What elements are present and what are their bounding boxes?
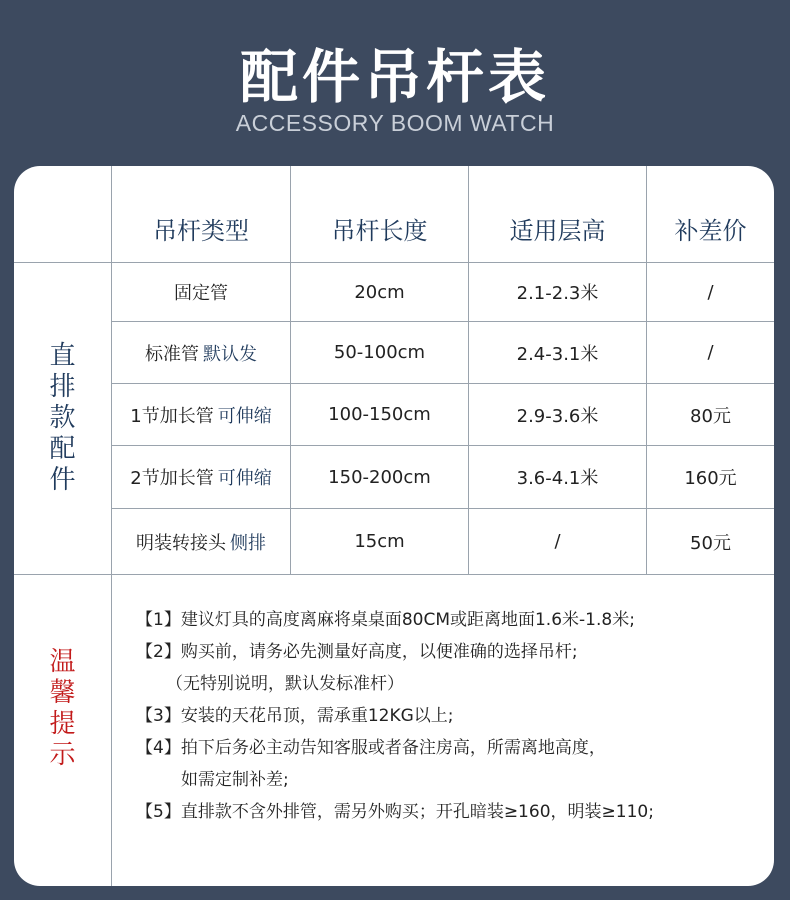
page-subtitle: ACCESSORY BOOM WATCH bbox=[235, 110, 555, 136]
tip-line: 【3】安装的天花吊顶，需承重12KG以上; bbox=[136, 706, 454, 726]
vertical-label-char: 配 bbox=[49, 434, 76, 464]
accessory-table-card bbox=[14, 166, 774, 886]
row-height: 2.4-3.1米 bbox=[516, 343, 599, 365]
tip-line: 【5】直排款不含外排管，需另外购买；开孔暗装≥160，明装≥110; bbox=[136, 802, 654, 822]
section-label-straight-exhaust bbox=[14, 263, 111, 574]
row-type-tag: 侧排 bbox=[230, 532, 266, 554]
vertical-label-char: 件 bbox=[49, 465, 76, 495]
table-row-type bbox=[112, 509, 290, 574]
table-row-type bbox=[112, 263, 290, 321]
tip-line: 【1】建议灯具的高度离麻将桌桌面80CM或距离地面1.6米-1.8米; bbox=[136, 610, 635, 630]
column-header-length: 吊杆长度 bbox=[331, 216, 428, 245]
page-title: 配件吊杆表 bbox=[239, 43, 550, 111]
row-type-tag: 可伸缩 bbox=[217, 405, 272, 427]
row-price: 80元 bbox=[690, 405, 731, 427]
row-height: 2.1-2.3米 bbox=[516, 283, 599, 304]
tip-line: 如需定制补差; bbox=[181, 770, 289, 790]
tip-line: 【4】拍下后务必主动告知客服或者备注房高，所需离地高度， bbox=[136, 738, 606, 758]
row-type-label: 标准管 bbox=[145, 343, 199, 365]
divider bbox=[14, 574, 774, 575]
row-length: 15cm bbox=[354, 531, 405, 552]
row-type-tag: 默认发 bbox=[203, 343, 257, 365]
column-header-price: 补差价 bbox=[674, 216, 747, 245]
row-length: 20cm bbox=[354, 281, 405, 303]
row-height: 3.6-4.1米 bbox=[516, 468, 599, 489]
tips-list bbox=[136, 604, 766, 828]
row-price: / bbox=[707, 281, 714, 303]
vertical-label-char: 直 bbox=[49, 341, 76, 371]
vertical-label-char: 提 bbox=[49, 709, 76, 739]
row-price: 50元 bbox=[690, 532, 731, 554]
vertical-label-char: 温 bbox=[49, 647, 76, 677]
row-height: 2.9-3.6米 bbox=[516, 405, 599, 427]
column-header-type: 吊杆类型 bbox=[153, 216, 249, 245]
row-price: 160元 bbox=[684, 468, 737, 489]
row-height: / bbox=[554, 531, 561, 552]
vertical-label-char: 款 bbox=[49, 403, 76, 433]
row-length: 100-150cm bbox=[328, 404, 431, 425]
vertical-label-char: 排 bbox=[49, 372, 76, 402]
row-type-label: 固定管 bbox=[174, 283, 228, 304]
vertical-label-char: 馨 bbox=[49, 678, 76, 708]
row-type-label: 2节加长管 bbox=[130, 468, 214, 489]
row-type-label: 明装转接头 bbox=[136, 532, 226, 554]
row-price: / bbox=[707, 342, 714, 363]
table-row-type bbox=[112, 322, 290, 383]
vertical-label-char: 示 bbox=[49, 740, 76, 770]
row-length: 50-100cm bbox=[333, 342, 426, 363]
tip-line: 【2】购买前，请务必先测量好高度，以便准确的选择吊杆; bbox=[136, 642, 578, 662]
tips-label bbox=[14, 575, 111, 886]
table-row-type bbox=[112, 384, 290, 445]
tip-line: （无特别说明，默认发标准杆） bbox=[166, 674, 404, 694]
table-row-type bbox=[112, 446, 290, 508]
row-type-tag: 可伸缩 bbox=[217, 468, 272, 489]
row-length: 150-200cm bbox=[328, 466, 431, 488]
row-type-label: 1节加长管 bbox=[130, 405, 214, 427]
column-header-height: 适用层高 bbox=[509, 216, 606, 245]
